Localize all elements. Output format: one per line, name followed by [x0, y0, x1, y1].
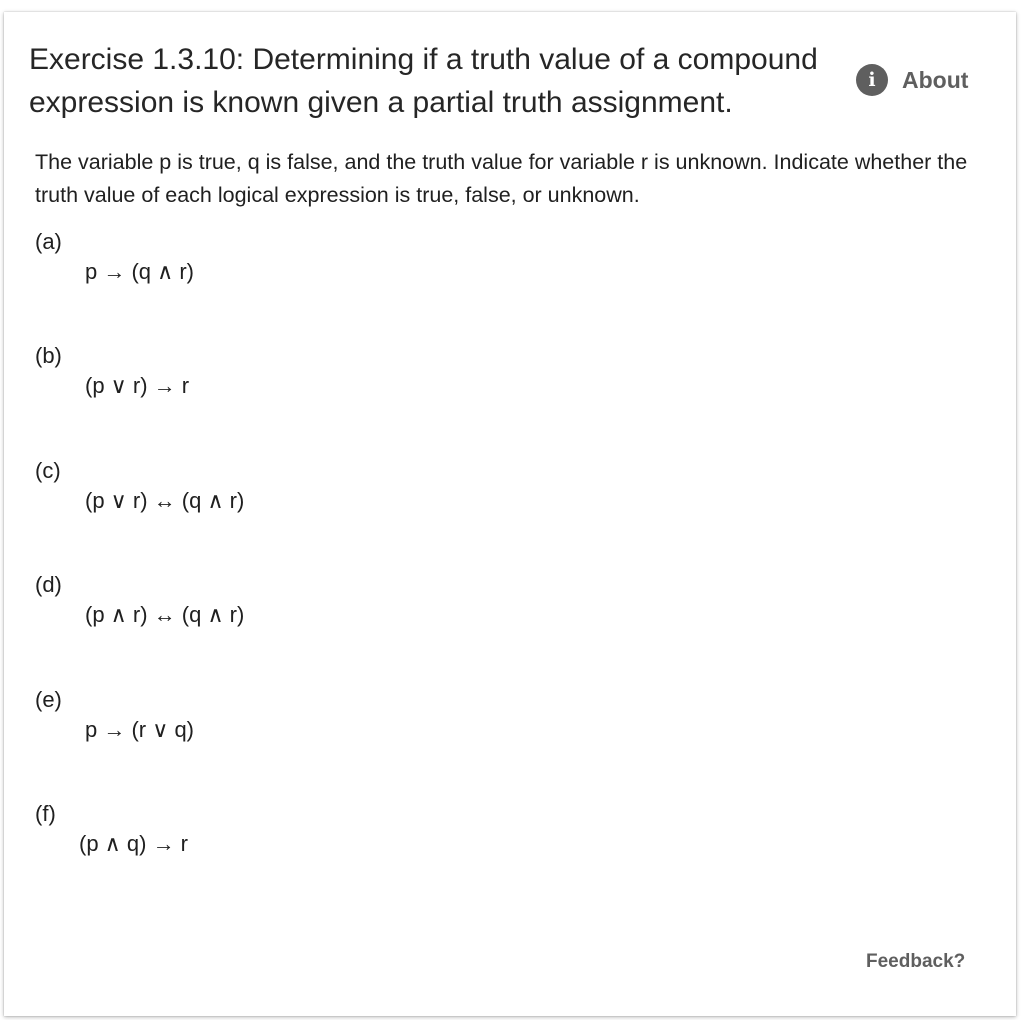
part-expression: (p ∨ r) ↔ (q ∧ r): [85, 488, 245, 513]
exercise-card: [4, 12, 1016, 1016]
part-label: (d): [35, 572, 62, 597]
part-expression: p → (r ∨ q): [85, 717, 195, 742]
part-label: (b): [35, 343, 62, 368]
part-expression: p → (q ∧ r): [85, 259, 195, 284]
part-label: (f): [35, 801, 56, 826]
part-e: [35, 686, 195, 742]
part-expression: (p ∧ q) → r: [79, 831, 189, 856]
about-label: About: [902, 66, 969, 93]
info-icon: i: [856, 64, 888, 96]
part-a: [35, 228, 195, 284]
part-label: (e): [35, 687, 62, 712]
part-b: [35, 342, 190, 398]
part-c: [35, 457, 245, 513]
feedback-link[interactable]: Feedback?: [866, 951, 966, 972]
part-expression: (p ∨ r) → r: [85, 373, 190, 398]
exercise-title: Exercise 1.3.10: Determining if a truth value of a compound expression is known given a partial truth assignment.: [29, 43, 818, 119]
part-label: (a): [35, 229, 62, 254]
about-button[interactable]: [856, 64, 968, 96]
part-expression: (p ∧ r) ↔ (q ∧ r): [85, 602, 245, 627]
exercise-instructions: The variable p is true, q is false, and the truth value for variable r is unknown. Indicate whether the truth value of each logical expression is true, false, or unknown.: [35, 150, 968, 207]
part-f: [35, 800, 189, 856]
part-d: [35, 571, 245, 627]
part-label: (c): [35, 458, 61, 483]
